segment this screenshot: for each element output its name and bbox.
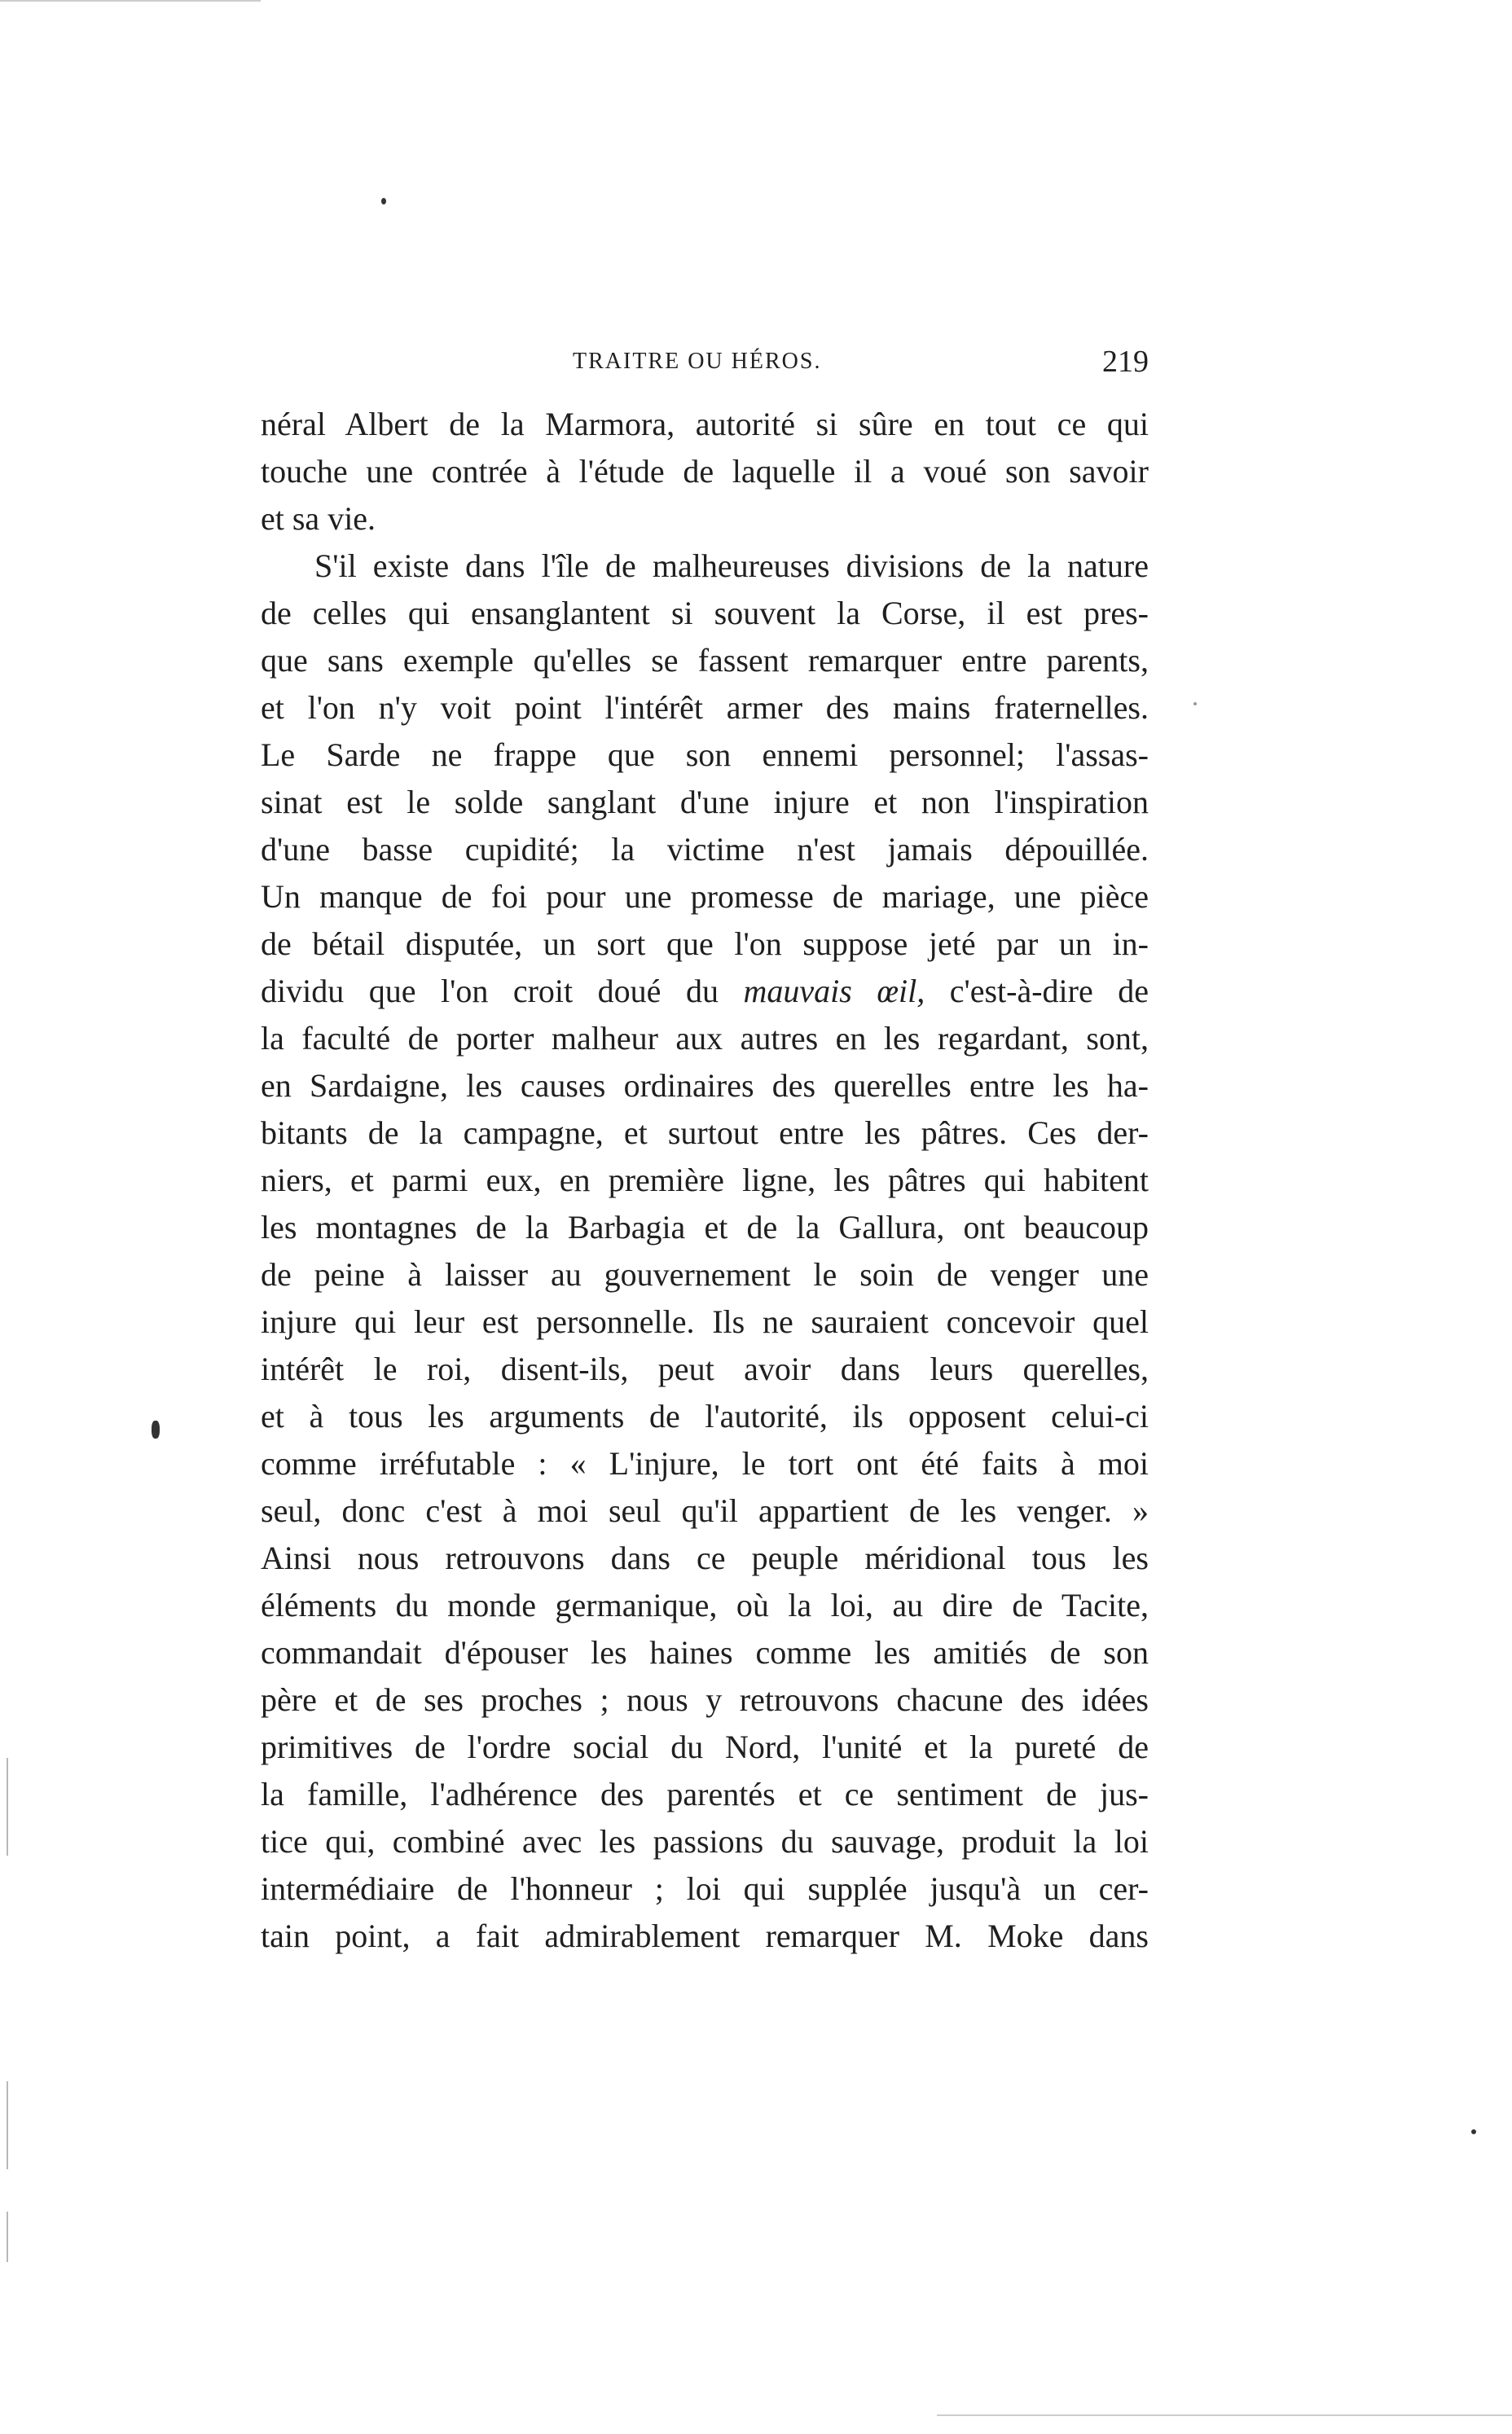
running-head [261,345,1149,389]
body-text [261,401,1149,1960]
scan-artifact-bottom-line [937,2414,1512,2416]
text-line: intérêt le roi, disent-ils, peut avoir dans leurs querelles, [261,1351,1149,1387]
scan-artifact-dot [1471,2129,1476,2134]
text-line: d'une basse cupidité; la victime n'est jamais dépouillée. [261,831,1149,868]
page-number: 219 [1102,345,1149,379]
text-line: tice qui, combiné avec les passions du sauvage, produit la loi [261,1823,1149,1860]
text-line-with-italic [261,968,1149,1015]
text-line: Ainsi nous retrouvons dans ce peuple méridional tous les [261,1540,1149,1576]
text-line: et l'on n'y voit point l'intérêt armer des mains fraternelles. [261,689,1149,726]
text-line: bitants de la campagne, et surtout entre les pâtres. Ces der- [261,1114,1149,1151]
text-segment: c'est-à-dire de [925,973,1149,1009]
text-line: injure qui leur est personnelle. Ils ne sauraient concevoir quel [261,1303,1149,1340]
text-line: seul, donc c'est à moi seul qu'il appartient de les venger. » [261,1492,1149,1529]
scan-artifact-edge-mark [7,2212,8,2262]
scan-artifact-top-line [0,0,261,2]
scan-artifact-dot [381,198,386,204]
running-title: TRAITRE OU HÉROS. [573,349,822,374]
scan-artifact-dot [1193,702,1197,705]
text-line: éléments du monde germanique, où la loi, au dire de Tacite, [261,1587,1149,1623]
text-line: en Sardaigne, les causes ordinaires des querelles entre les ha- [261,1067,1149,1104]
text-line: tain point, a fait admirablement remarquer M. Moke dans [261,1918,1149,1954]
text-line: de celles qui ensanglantent si souvent la Corse, il est pres- [261,595,1149,631]
italic-phrase: mauvais œil, [743,973,925,1009]
text-line: les montagnes de la Barbagia et de la Gallura, ont beaucoup [261,1209,1149,1246]
text-line: intermédiaire de l'honneur ; loi qui supplée jusqu'à un cer- [261,1870,1149,1907]
text-line: père et de ses proches ; nous y retrouvons chacune des idées [261,1681,1149,1718]
text-line: niers, et parmi eux, en première ligne, les pâtres qui habitent [261,1162,1149,1198]
text-line: Un manque de foi pour une promesse de mariage, une pièce [261,878,1149,915]
text-line: commandait d'épouser les haines comme les amitiés de son [261,1634,1149,1671]
text-line: de peine à laisser au gouvernement le soin de venger une [261,1256,1149,1293]
text-line: touche une contrée à l'étude de laquelle il a voué son savoir [261,453,1149,490]
text-line: la faculté de porter malheur aux autres en les regardant, sont, [261,1020,1149,1057]
text-line: comme irréfutable : « L'injure, le tort ont été faits à moi [261,1445,1149,1482]
text-line: sinat est le solde sanglant d'une injure et non l'inspiration [261,784,1149,820]
text-line: que sans exemple qu'elles se fassent remarquer entre parents, [261,642,1149,679]
text-segment: dividu que l'on croit doué du [261,973,744,1009]
text-line: Le Sarde ne frappe que son ennemi personnel; l'assas- [261,736,1149,773]
text-line: néral Albert de la Marmora, autorité si sûre en tout ce qui [261,406,1149,442]
text-line: primitives de l'ordre social du Nord, l'unité et la pureté de [261,1729,1149,1765]
scan-artifact-edge-mark [7,1758,8,1856]
scan-artifact-dot [152,1421,160,1439]
text-line: S'il existe dans l'île de malheureuses divisions de la nature [314,547,1149,584]
text-line: et à tous les arguments de l'autorité, ils opposent celui-ci [261,1398,1149,1434]
text-line: la famille, l'adhérence des parentés et ce sentiment de jus- [261,1776,1149,1812]
scan-artifact-edge-mark [7,2081,8,2169]
text-line: et sa vie. [261,500,376,537]
text-line: de bétail disputée, un sort que l'on suppose jeté par un in- [261,925,1149,962]
